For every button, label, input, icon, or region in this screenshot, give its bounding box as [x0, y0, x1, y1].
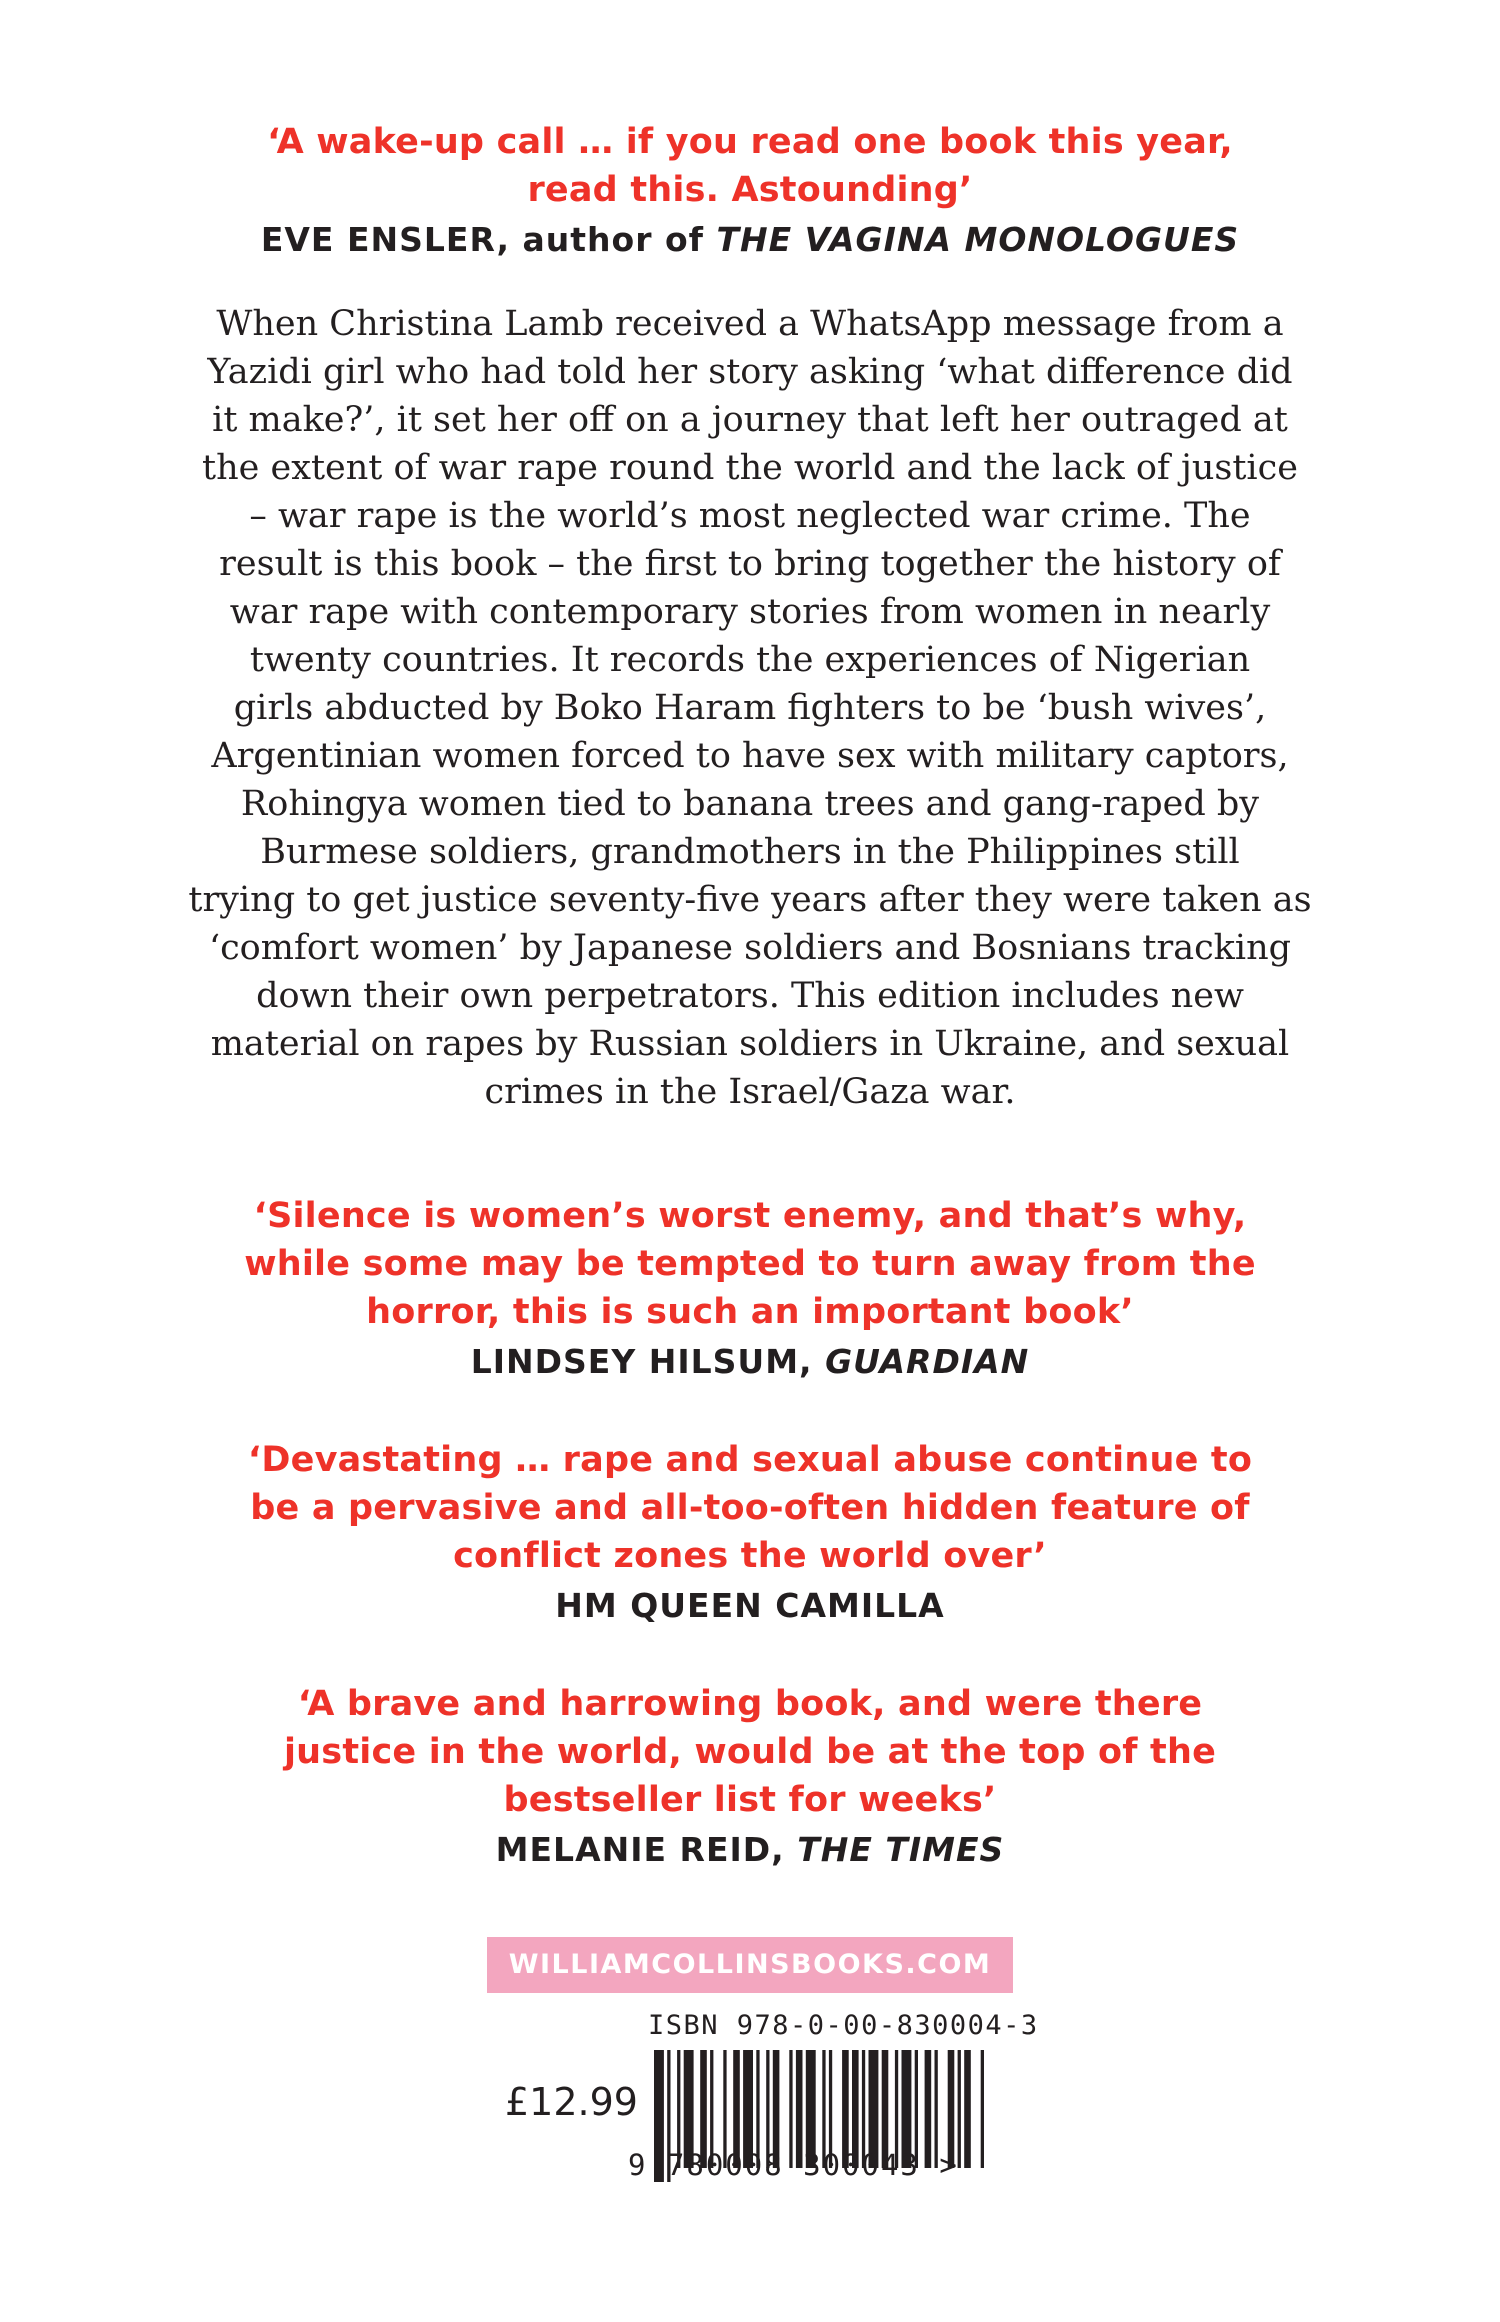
attribution-publication: THE VAGINA MONOLOGUES: [716, 220, 1240, 259]
quote-line: justice in the world, would be at the top of the: [283, 1732, 1217, 1772]
quote-line: conflict zones the world over’: [453, 1536, 1047, 1576]
description-line: war rape with contemporary stories from women in nearly: [229, 592, 1271, 632]
publisher-website-badge[interactable]: WILLIAMCOLLINSBOOKS.COM: [487, 1937, 1013, 1993]
quote-attribution: [150, 1338, 1350, 1386]
quote-text: [150, 118, 1350, 214]
barcode-digits: 9 780008 300043: [628, 2148, 920, 2182]
review-quote-camilla: [150, 1436, 1350, 1630]
attribution-name: MELANIE REID,: [495, 1830, 785, 1869]
description-line: down their own perpetrators. This edition includes new: [256, 976, 1244, 1016]
quote-line: horror, this is such an important book’: [366, 1292, 1134, 1332]
quote-line: ‘Silence is women’s worst enemy, and that’s why,: [253, 1196, 1247, 1236]
description-line: Rohingya women tied to banana trees and gang-raped by: [240, 784, 1260, 824]
quote-line: bestseller list for weeks’: [503, 1780, 997, 1820]
description-line: girls abducted by Boko Haram fighters to be ‘bush wives’,: [233, 688, 1267, 728]
review-quote-hilsum: [150, 1192, 1350, 1386]
quote-line: ‘A wake-up call … if you read one book this year,: [267, 122, 1233, 162]
quote-text: [150, 1680, 1350, 1824]
quote-line: read this. Astounding’: [527, 170, 973, 210]
quote-line: ‘Devastating … rape and sexual abuse continue to: [247, 1440, 1253, 1480]
price-label: £12.99: [505, 2080, 638, 2124]
attribution-publication: GUARDIAN: [825, 1342, 1030, 1381]
description-line: – war rape is the world’s most neglected war crime. The: [249, 496, 1251, 536]
review-quote-ensler: [150, 118, 1350, 264]
description-line: trying to get justice seventy-five years after they were taken as: [188, 880, 1312, 920]
description-line: ‘comfort women’ by Japanese soldiers and Bosnians tracking: [208, 928, 1292, 968]
description-line: result is this book – the first to bring together the history of: [219, 544, 1281, 584]
quote-line: ‘A brave and harrowing book, and were there: [297, 1684, 1203, 1724]
quote-text: [150, 1192, 1350, 1336]
attribution-name: LINDSEY HILSUM,: [470, 1342, 813, 1381]
description-line: Argentinian women forced to have sex with military captors,: [211, 736, 1289, 776]
description-line: crimes in the Israel/Gaza war.: [484, 1072, 1016, 1112]
quote-attribution: [150, 1826, 1350, 1874]
description-line: twenty countries. It records the experiences of Nigerian: [249, 640, 1251, 680]
description-line: material on rapes by Russian soldiers in Ukraine, and sexual: [210, 1024, 1290, 1064]
description-line: Yazidi girl who had told her story asking ‘what difference did: [207, 352, 1293, 392]
description-line: When Christina Lamb received a WhatsApp message from a: [216, 304, 1284, 344]
quote-attribution: [150, 216, 1350, 264]
quote-attribution: [150, 1582, 1350, 1630]
attribution-name: EVE ENSLER, author of: [260, 220, 704, 259]
description-line: the extent of war rape round the world and the lack of justice: [202, 448, 1298, 488]
book-description: [150, 300, 1350, 1116]
attribution-publication: THE TIMES: [797, 1830, 1005, 1869]
quote-line: while some may be tempted to turn away from the: [244, 1244, 1256, 1284]
attribution-name: HM QUEEN CAMILLA: [555, 1586, 945, 1625]
isbn-label: ISBN 978-0-00-830004-3: [648, 2010, 1039, 2041]
review-quote-reid: [150, 1680, 1350, 1874]
description-line: it make?’, it set her off on a journey that left her outraged at: [212, 400, 1288, 440]
quote-line: be a pervasive and all-too-often hidden feature of: [250, 1488, 1250, 1528]
barcode-guard-mark: >: [939, 2148, 959, 2182]
barcode-number: [628, 2148, 959, 2182]
quote-text: [150, 1436, 1350, 1580]
description-line: Burmese soldiers, grandmothers in the Philippines still: [260, 832, 1240, 872]
